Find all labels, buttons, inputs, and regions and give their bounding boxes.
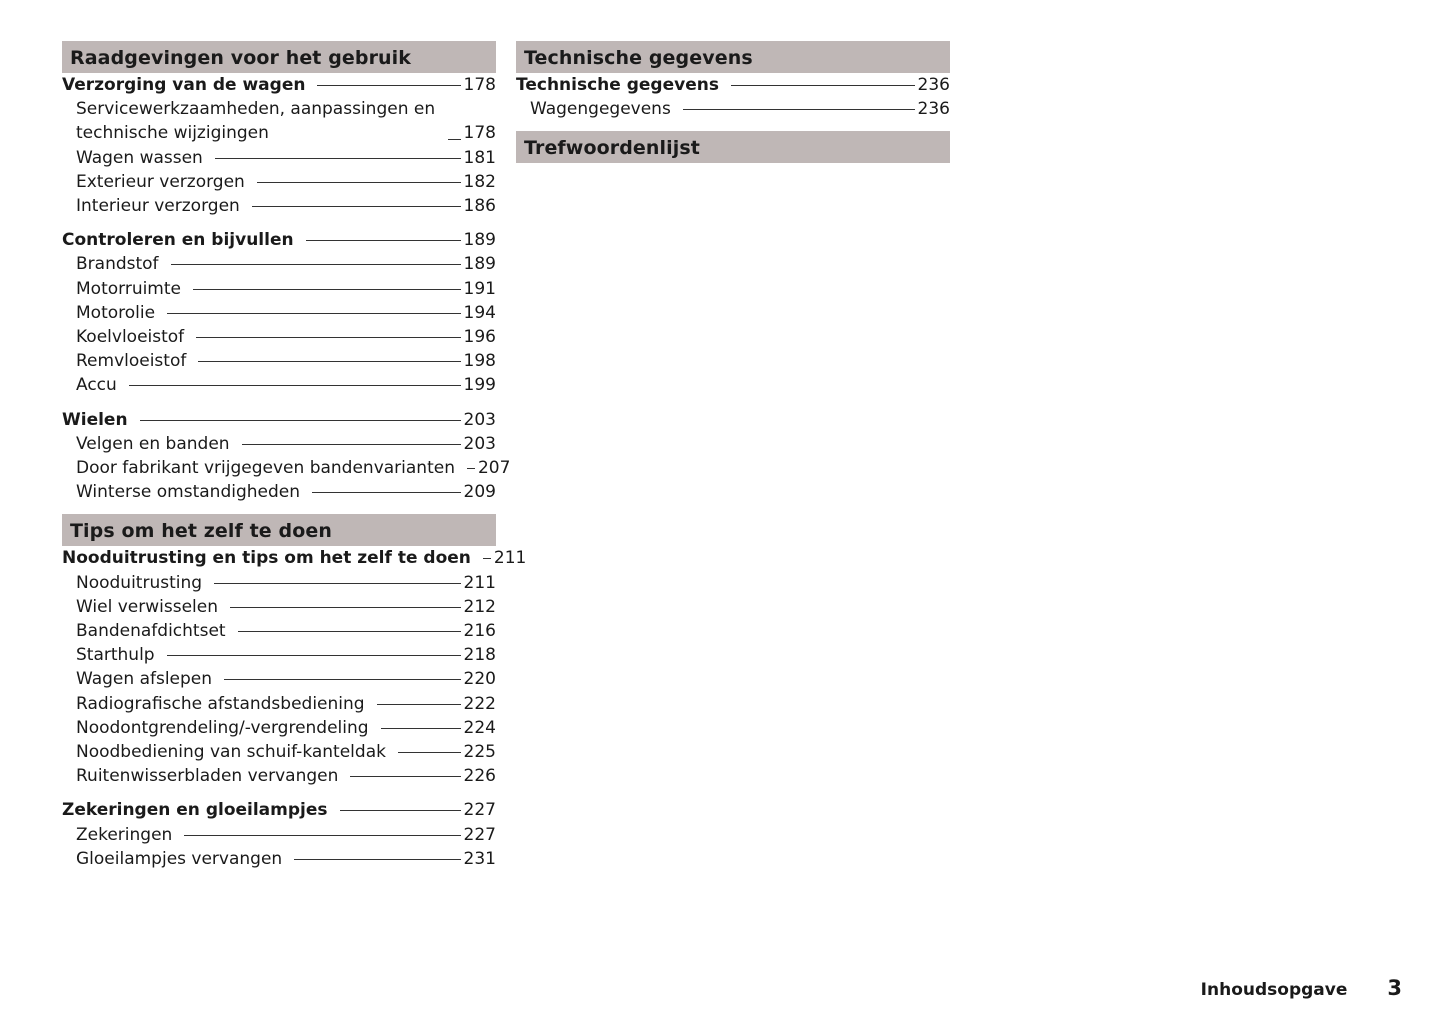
leader-line	[381, 728, 461, 729]
toc-subentry[interactable]	[62, 619, 496, 643]
toc-subentry[interactable]	[62, 823, 496, 847]
leader-line	[312, 492, 461, 493]
entry-title: Noodbediening van schuif-kanteldak	[76, 742, 386, 763]
leader-line	[731, 85, 915, 86]
section-header: Trefwoordenlijst	[516, 131, 950, 163]
entry-page-number: 236	[917, 99, 950, 120]
entry-title: Zekeringen en gloeilampjes	[62, 800, 328, 821]
leader-line	[257, 182, 461, 183]
leader-line	[196, 337, 460, 338]
entry-title: Velgen en banden	[76, 433, 230, 454]
entry-page-number: 226	[463, 766, 496, 787]
toc-subentry[interactable]	[62, 277, 496, 301]
toc-group	[516, 73, 950, 121]
toc-subentry[interactable]	[62, 595, 496, 619]
toc-subentry[interactable]	[62, 373, 496, 397]
toc-chapter-entry[interactable]	[62, 798, 496, 822]
entry-page-number: 186	[463, 196, 496, 217]
entry-page-number: 224	[463, 717, 496, 738]
toc-subentry[interactable]	[62, 432, 496, 456]
leader-line	[214, 583, 460, 584]
entry-page-number: 182	[463, 171, 496, 192]
toc-subentry[interactable]	[62, 170, 496, 194]
entry-page-number: 189	[463, 254, 496, 275]
toc-subentry[interactable]	[62, 146, 496, 170]
leader-line	[198, 361, 460, 362]
leader-line	[140, 420, 461, 421]
toc-chapter-entry[interactable]	[62, 546, 527, 570]
entry-page-number: 178	[463, 75, 496, 95]
entry-title: Motorolie	[76, 302, 156, 323]
toc-column-right	[516, 41, 950, 163]
toc-chapter-entry[interactable]	[62, 228, 496, 252]
leader-line	[184, 835, 460, 836]
entry-title: Starthulp	[76, 645, 155, 666]
leader-line	[238, 631, 461, 632]
entry-page-number: 181	[463, 147, 496, 168]
leader-line	[215, 158, 461, 159]
leader-line	[340, 810, 461, 811]
entry-title: Remvloeistof	[76, 351, 187, 372]
leader-line	[167, 655, 461, 656]
toc-chapter-entry[interactable]	[516, 73, 950, 97]
entry-page-number: 222	[463, 693, 496, 714]
toc-section	[62, 73, 511, 504]
toc-subentry[interactable]	[62, 301, 496, 325]
toc-subentry[interactable]	[62, 692, 496, 716]
leader-line	[306, 240, 461, 241]
toc-group	[62, 228, 496, 397]
toc-subentry[interactable]	[62, 325, 496, 349]
entry-title: Accu	[76, 375, 117, 396]
entry-page-number: 211	[493, 548, 527, 569]
toc-group	[62, 798, 496, 871]
leader-line	[224, 679, 461, 680]
leader-line	[242, 444, 461, 445]
leader-line	[377, 704, 461, 705]
toc-subentry[interactable]	[62, 740, 496, 764]
entry-page-number: 209	[463, 482, 496, 503]
toc-column-left	[62, 41, 527, 881]
leader-line	[398, 752, 461, 753]
section-header: Technische gegevens	[516, 41, 950, 73]
footer-label: Inhoudsopgave	[1200, 980, 1348, 1000]
entry-page-number: 227	[463, 824, 496, 845]
section-header: Raadgevingen voor het gebruik	[62, 41, 496, 73]
toc-subentry[interactable]	[62, 252, 496, 276]
entry-title: Radiografische afstandsbediening	[76, 693, 365, 714]
leader-line	[483, 558, 491, 559]
toc-subentry[interactable]	[62, 349, 496, 373]
entry-page-number: 225	[463, 742, 496, 763]
page-footer	[1201, 976, 1402, 1000]
entry-page-number: 227	[463, 800, 496, 821]
toc-subentry[interactable]	[62, 847, 496, 871]
entry-title: Verzorging van de wagen	[62, 75, 306, 95]
entry-title: Wielen	[62, 409, 128, 430]
leader-line	[193, 289, 461, 290]
toc-subentry[interactable]	[62, 764, 496, 788]
toc-section	[62, 546, 527, 871]
entry-title: Wagen wassen	[76, 147, 203, 168]
entry-title: Gloeilampjes vervangen	[76, 848, 283, 869]
toc-subentry[interactable]	[516, 97, 950, 121]
leader-line	[683, 109, 915, 110]
entry-page-number: 178	[463, 123, 496, 144]
toc-subentry[interactable]	[62, 643, 496, 667]
entry-page-number: 191	[463, 278, 496, 299]
toc-subentry[interactable]	[62, 571, 496, 595]
entry-page-number: 203	[463, 409, 496, 430]
toc-subentry[interactable]	[62, 456, 511, 480]
entry-title: Zekeringen	[76, 824, 173, 845]
entry-page-number: 196	[463, 327, 496, 348]
entry-title: Brandstof	[76, 254, 159, 275]
entry-title: Door fabrikant vrijgegeven bandenvarianten	[76, 458, 455, 479]
entry-page-number: 207	[477, 458, 511, 479]
entry-title: Controleren en bijvullen	[62, 230, 294, 251]
entry-title: Noodontgrendeling/-vergrendeling	[76, 717, 369, 738]
entry-page-number: 212	[463, 596, 496, 617]
toc-subentry[interactable]	[62, 716, 496, 740]
entry-page-number: 189	[463, 230, 496, 251]
entry-page-number: 220	[463, 669, 496, 690]
toc-subentry[interactable]	[62, 480, 496, 504]
entry-title: Motorruimte	[76, 278, 181, 299]
entry-title: Wagengegevens	[530, 99, 671, 120]
entry-page-number: 211	[463, 572, 496, 593]
leader-line	[167, 313, 460, 314]
toc-group	[62, 73, 496, 218]
entry-title: Interieur verzorgen	[76, 196, 240, 217]
leader-line	[230, 607, 461, 608]
toc-subentry[interactable]	[62, 194, 496, 218]
entry-title: Nooduitrusting en tips om het zelf te doen	[62, 548, 471, 569]
entry-page-number: 194	[463, 302, 496, 323]
entry-title: Technische gegevens	[516, 75, 719, 95]
entry-title: Ruitenwisserbladen vervangen	[76, 766, 339, 787]
toc-chapter-entry[interactable]	[62, 73, 496, 97]
toc-chapter-entry[interactable]	[62, 408, 496, 432]
leader-line	[448, 139, 461, 140]
entry-title: Bandenafdichtset	[76, 621, 226, 642]
leader-line	[317, 85, 460, 86]
toc-section	[516, 73, 950, 121]
entry-title: Exterieur verzorgen	[76, 171, 245, 192]
leader-line	[171, 264, 461, 265]
leader-line	[467, 468, 475, 469]
entry-title: Winterse omstandigheden	[76, 482, 301, 503]
toc-group	[62, 408, 511, 505]
entry-page-number: 236	[917, 75, 950, 95]
entry-page-number: 198	[463, 351, 496, 372]
entry-page-number: 199	[463, 375, 496, 396]
entry-page-number: 218	[463, 645, 496, 666]
entry-page-number: 231	[463, 848, 496, 869]
entry-title: Wagen afslepen	[76, 669, 213, 690]
leader-line	[350, 776, 460, 777]
entry-title: Wiel verwisselen	[76, 596, 219, 617]
section-header: Tips om het zelf te doen	[62, 514, 496, 546]
leader-line	[252, 206, 461, 207]
entry-title: Koelvloeistof	[76, 327, 185, 348]
toc-subentry[interactable]	[62, 97, 496, 145]
entry-title: Nooduitrusting	[76, 572, 203, 593]
leader-line	[129, 385, 461, 386]
entry-title: Servicewerkzaamheden, aanpassingen en technische wijzigingen	[76, 99, 436, 144]
entry-page-number: 203	[463, 433, 496, 454]
toc-group	[62, 546, 527, 788]
page-number: 3	[1387, 976, 1402, 1000]
leader-line	[294, 859, 460, 860]
toc-subentry[interactable]	[62, 667, 496, 691]
entry-page-number: 216	[463, 621, 496, 642]
